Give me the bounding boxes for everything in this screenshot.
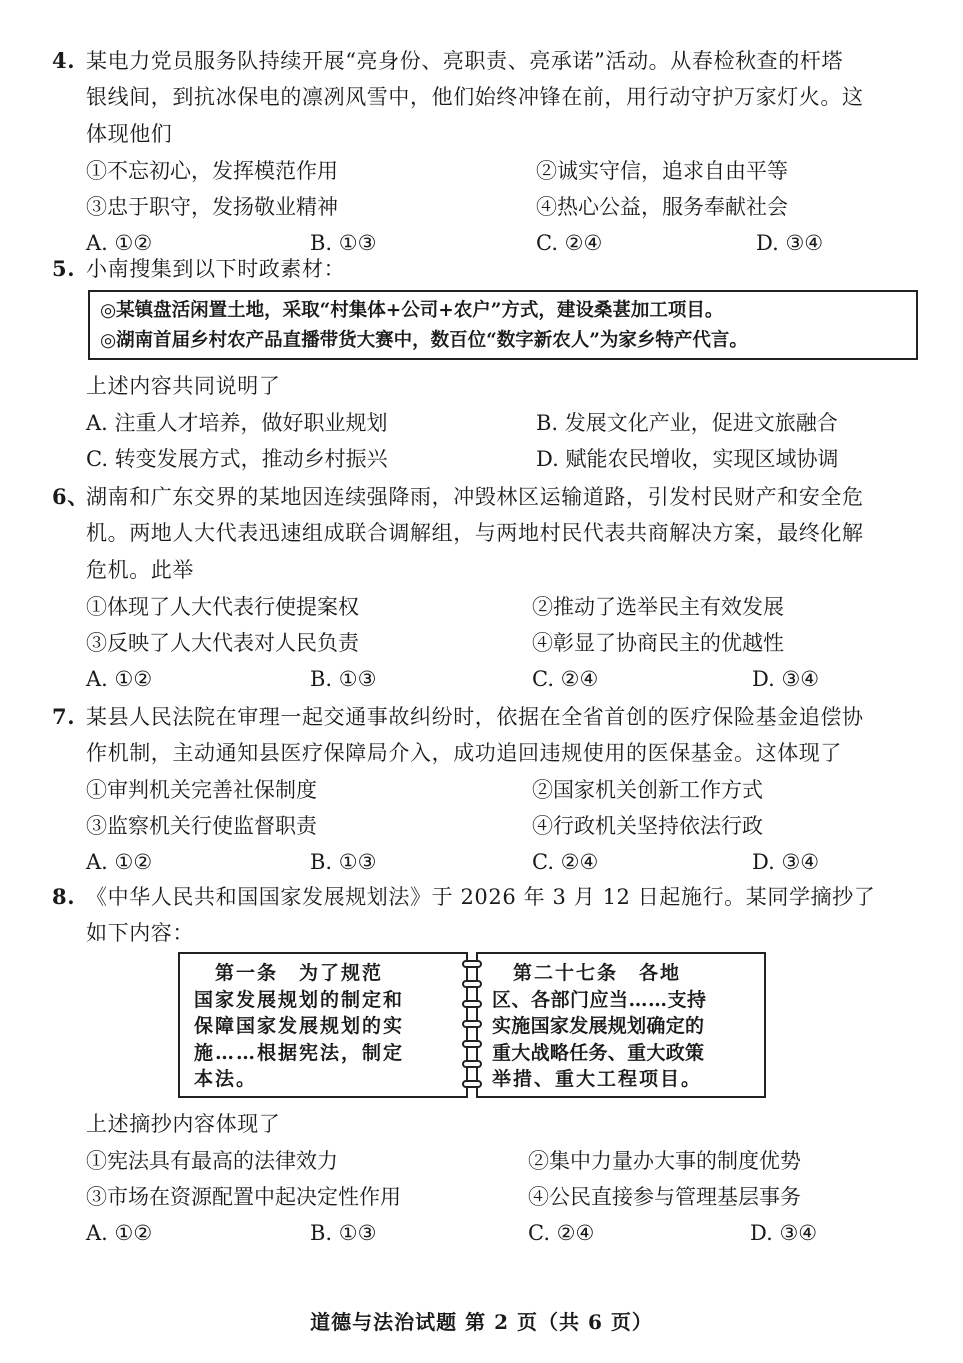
question-5 (52, 250, 932, 287)
question-number: 6、 (52, 484, 89, 509)
statement-2: ②诚实守信，追求自由平等 (536, 159, 788, 183)
statement-3: ③忠于职守，发扬敬业精神 (86, 195, 338, 219)
statement-1: ①宪法具有最高的法律效力 (86, 1149, 338, 1173)
statement-row (52, 1143, 932, 1179)
choice-b: B. 发展文化产业，促进文旅融合 (536, 411, 838, 435)
question-8-body (52, 1106, 932, 1252)
choice-d: D. 赋能农民增收，实现区域协调 (536, 447, 839, 471)
statement-row (52, 808, 932, 844)
choice-b: B. ①③ (310, 1221, 377, 1245)
question-4 (52, 42, 932, 262)
excerpt-line: 国家发展规划的制定和 (194, 988, 405, 1011)
excerpt-line: 本法。 (194, 1068, 258, 1090)
question-number: 8. (52, 884, 76, 909)
ring-icon (462, 1020, 482, 1028)
ring-icon (462, 1060, 482, 1068)
excerpt-line: 举措、重大工程项目。 (492, 1068, 703, 1090)
question-number: 5. (52, 256, 76, 281)
excerpt-line: 区、各部门应当……支持 (492, 988, 707, 1011)
stem-line: 如下内容： (86, 921, 194, 945)
statement-row (52, 589, 932, 625)
choice-a: A. ①② (86, 231, 153, 255)
excerpt-line: 第一条 为了规范 (194, 962, 384, 984)
statement-4: ④行政机关坚持依法行政 (532, 814, 763, 838)
statement-row (52, 1179, 932, 1215)
choice-row (52, 405, 932, 441)
choice-d: D. ③④ (752, 667, 820, 691)
choice-a: A. ①② (86, 667, 153, 691)
excerpt-line: 施……根据宪法，制定 (194, 1041, 405, 1064)
excerpt-line: 实施国家发展规划确定的 (492, 1015, 705, 1037)
choice-row (52, 844, 932, 881)
choice-row (52, 1215, 932, 1252)
ring-icon (462, 1080, 482, 1088)
question-number: 4. (52, 48, 76, 73)
question-6 (52, 478, 932, 698)
question-prompt: 上述内容共同说明了 (86, 374, 281, 398)
notebook-page-right (476, 952, 766, 1098)
choice-a: A. 注重人才培养，做好职业规划 (86, 411, 388, 435)
ring-icon (462, 1000, 482, 1008)
choice-b: B. ①③ (310, 231, 377, 255)
choice-a: A. ①② (86, 1221, 153, 1245)
choice-row (52, 441, 932, 477)
statement-3: ③监察机关行使监督职责 (86, 814, 317, 838)
choice-c: C. ②④ (536, 231, 603, 255)
stem-line: 某县人民法院在审理一起交通事故纠纷时，依据在全省首创的医疗保险基金追偿协 (86, 705, 864, 729)
page-footer: 道德与法治试题 第 2 页（共 6 页） (310, 1310, 653, 1334)
statement-2: ②集中力量办大事的制度优势 (528, 1149, 801, 1173)
choice-c: C. ②④ (532, 850, 599, 874)
question-5-body (52, 368, 932, 477)
stem-line: 《中华人民共和国国家发展规划法》于 2026 年 3 月 12 日起施行。某同学摘抄了 (86, 885, 876, 909)
stem-line: 作机制，主动通知县医疗保障局介入，成功追回违规使用的医保基金。这体现了 (86, 741, 842, 765)
statement-row (52, 153, 932, 189)
stem-line: 小南搜集到以下时政素材： (86, 257, 346, 281)
stem-line: 机。两地人大代表迅速组成联合调解组，与两地村民代表共商解决方案，最终化解 (86, 521, 864, 545)
stem-line: 某电力党员服务队持续开展“亮身份、亮职责、亮承诺”活动。从春检秋查的杆塔 (86, 49, 844, 73)
notebook-binding-icon (462, 960, 484, 1090)
excerpt-line: 保障国家发展规划的实 (194, 1015, 405, 1037)
choice-d: D. ③④ (752, 850, 820, 874)
statement-4: ④公民直接参与管理基层事务 (528, 1185, 801, 1209)
statement-1: ①体现了人大代表行使提案权 (86, 595, 359, 619)
question-prompt: 上述摘抄内容体现了 (86, 1112, 281, 1136)
statement-row (52, 189, 932, 225)
question-8 (52, 878, 932, 952)
material-item: ◎某镇盘活闲置土地，采取“村集体+公司+农户”方式，建设桑葚加工项目。 (100, 300, 724, 321)
stem-line: 体现他们 (86, 122, 173, 146)
choice-c: C. 转变发展方式，推动乡村振兴 (86, 447, 388, 471)
statement-row (52, 625, 932, 661)
choice-d: D. ③④ (756, 231, 824, 255)
statement-2: ②国家机关创新工作方式 (532, 778, 763, 802)
choice-b: B. ①③ (310, 667, 377, 691)
stem-line: 银线间，到抗冰保电的凛冽风雪中，他们始终冲锋在前，用行动守护万家灯火。这 (86, 85, 864, 109)
choice-d: D. ③④ (750, 1221, 818, 1245)
ring-icon (462, 1040, 482, 1048)
material-box (88, 290, 918, 360)
choice-row (52, 661, 932, 698)
choice-a: A. ①② (86, 850, 153, 874)
statement-2: ②推动了选举民主有效发展 (532, 595, 784, 619)
stem-line: 湖南和广东交界的某地因连续强降雨，冲毁林区运输道路，引发村民财产和安全危 (86, 485, 864, 509)
statement-1: ①不忘初心，发挥模范作用 (86, 159, 338, 183)
question-7 (52, 698, 932, 881)
excerpt-line: 重大战略任务、重大政策 (492, 1041, 705, 1064)
statement-1: ①审判机关完善社保制度 (86, 778, 317, 802)
ring-icon (462, 960, 482, 968)
statement-3: ③反映了人大代表对人民负责 (86, 631, 359, 655)
stem-line: 危机。此举 (86, 558, 194, 582)
material-item: ◎湖南首届乡村农产品直播带货大赛中，数百位“数字新农人”为家乡特产代言。 (100, 330, 748, 351)
question-number: 7. (52, 704, 76, 729)
notebook-page-left (178, 952, 468, 1098)
statement-4: ④彰显了协商民主的优越性 (532, 631, 784, 655)
choice-c: C. ②④ (532, 667, 599, 691)
ring-icon (462, 980, 482, 988)
excerpt-line: 第二十七条 各地 (492, 962, 682, 984)
statement-3: ③市场在资源配置中起决定性作用 (86, 1185, 401, 1209)
choice-b: B. ①③ (310, 850, 377, 874)
choice-c: C. ②④ (528, 1221, 595, 1245)
statement-4: ④热心公益，服务奉献社会 (536, 195, 788, 219)
statement-row (52, 772, 932, 808)
